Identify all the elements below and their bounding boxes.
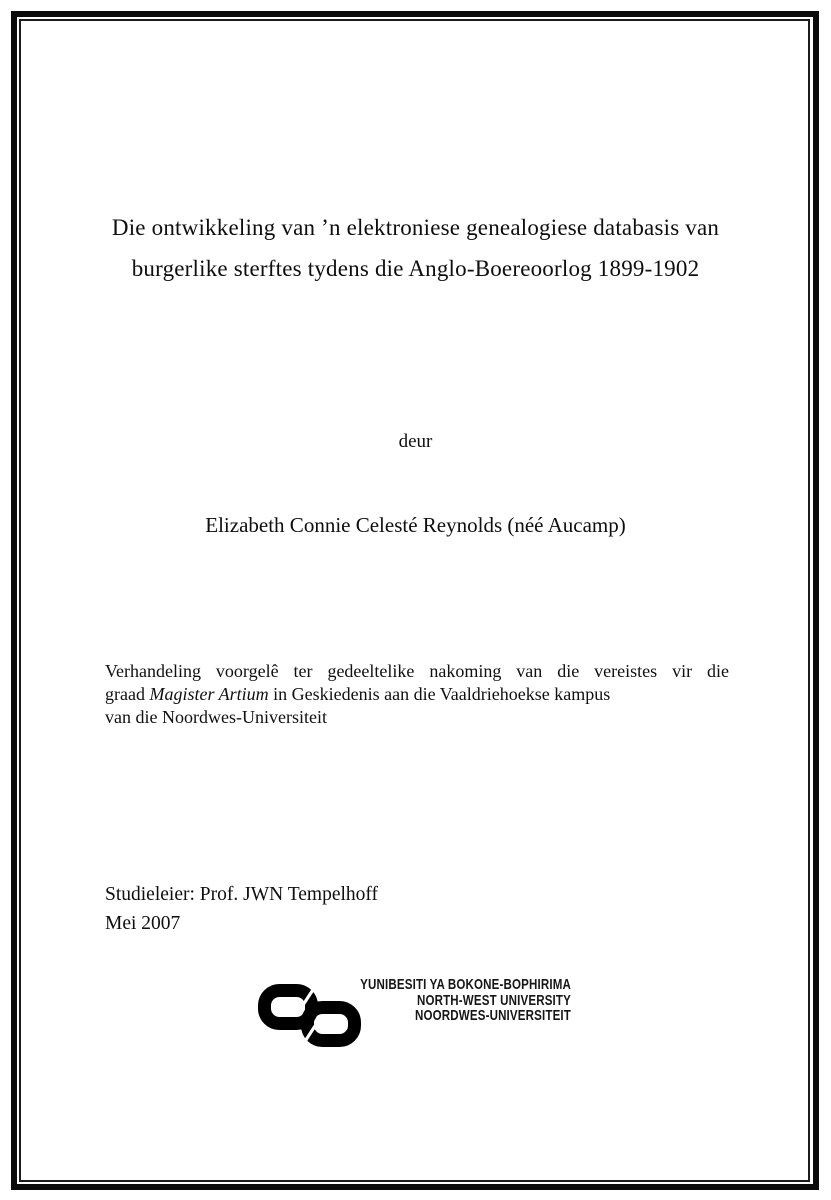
interlocked-chain-links-icon (255, 979, 365, 1052)
byline-label: deur (398, 431, 433, 452)
logo-line-english: NORTH-WEST UNIVERSITY (416, 991, 571, 1009)
thesis-title-line2: burgerlike sterftes tydens die Anglo-Boereoorlog 1899-1902 (131, 256, 700, 281)
university-logo-text (355, 977, 571, 1024)
degree-statement-line1: Verhandeling voorgelê ter gedeeltelike nakoming van die vereistes vir die (105, 661, 729, 681)
thesis-title (60, 207, 771, 289)
degree-statement (105, 660, 729, 729)
degree-statement-line3: van die Noordwes-Universiteit (105, 707, 327, 727)
degree-statement-line2-prefix: graad (105, 684, 150, 704)
author-name: Elizabeth Connie Celesté Reynolds (néé Aucamp) (205, 513, 626, 537)
date-line: Mei 2007 (105, 912, 181, 934)
degree-statement-line2-suffix: in Geskiedenis aan die Vaaldriehoekse kampus (268, 684, 611, 704)
logo-line-afrikaans: NOORDWES-UNIVERSITEIT (415, 1007, 571, 1024)
supervisor-block (105, 881, 378, 938)
degree-name-italic: Magister Artium (149, 684, 269, 704)
supervisor-line: Studieleier: Prof. JWN Tempelhoff (105, 884, 379, 905)
degree-statement-line2 (105, 683, 729, 706)
logo-line-setswana: YUNIBESITI YA BOKONE-BOPHIRIMA (360, 976, 571, 993)
thesis-title-line1: Die ontwikkeling van ’n elektroniese genealogiese databasis van (111, 215, 720, 240)
